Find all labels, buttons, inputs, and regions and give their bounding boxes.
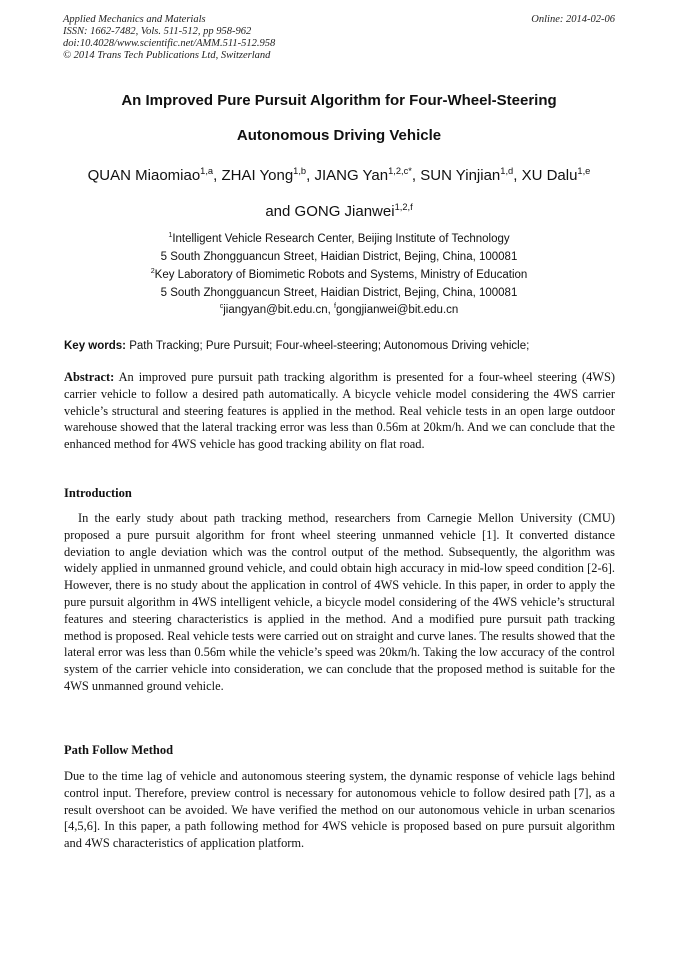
journal-name: Applied Mechanics and Materials — [63, 14, 206, 25]
online-date: Online: 2014-02-06 — [531, 14, 615, 25]
abstract — [64, 369, 615, 453]
affiliation-1-name: $^1$Intelligent Vehicle Research Center, Beijing Institute of Technology — [168, 231, 510, 245]
author-affiliation-mark: 1,2,c* — [388, 166, 412, 176]
author-name: GONG Jianwei — [294, 203, 395, 220]
paper-title-line-1: An Improved Pure Pursuit Algorithm for Four-Wheel-Steering — [121, 92, 557, 109]
author-name: ZHAI Yong — [221, 167, 294, 184]
author-separator: , — [513, 167, 522, 184]
keywords-label: Key words: — [64, 340, 126, 352]
email-f: gongjianwei@bit.edu.cn — [336, 304, 459, 316]
author-list-line-2 — [30, 203, 648, 220]
affiliation-2-name: $^2$Key Laboratory of Biomimetic Robots and Systems, Ministry of Education — [150, 267, 528, 281]
author-list-line-1 — [30, 167, 648, 184]
keywords — [64, 340, 616, 352]
author-conjunction: and — [265, 203, 295, 220]
author-affiliation-mark: 1,a — [200, 166, 214, 176]
author-name: XU Dalu — [521, 167, 578, 184]
author-separator: , — [411, 167, 421, 184]
author-name: JIANG Yan — [314, 167, 389, 184]
introduction-heading: Introduction — [64, 486, 132, 500]
affiliation-2-address: 5 South Zhongguancun Street, Haidian District, Bejing, China, 100081 — [160, 287, 518, 299]
paper-title-line-2: Autonomous Driving Vehicle — [236, 127, 442, 144]
author-name: QUAN Miaomiao — [87, 167, 201, 184]
author-affiliation-mark: 1,d — [500, 166, 514, 176]
author-emails: $^c$jiangyan@bit.edu.cn, $^f$gongjianwei@bit.edu.cn — [219, 302, 459, 316]
author-name: SUN Yinjian — [420, 167, 501, 184]
journal-metadata — [63, 14, 275, 62]
path-follow-heading: Path Follow Method — [64, 743, 174, 757]
copyright-line: © 2014 Trans Tech Publications Ltd, Switzerland — [63, 50, 271, 61]
author-separator: , — [213, 167, 222, 184]
author-separator: , — [306, 167, 315, 184]
abstract-text: An improved pure pursuit path tracking algorithm is presented for a four-wheel steering (4WS) carrier vehicle to follow a desired path automatically. A bicycle vehicle model considering the 4WS carrier vehicle’s structural and steering features is applied in the method. Real vehicle tests in an open large outdoor warehouse showed that the lateral tracking error was less than 0.56m at 20km/h. And we can conclude that the enhanced method for 4WS vehicle has good tracking ability on flat road. — [64, 370, 615, 452]
author-affiliation-mark: 1,e — [577, 166, 591, 176]
abstract-label: Abstract: — [64, 370, 115, 384]
path-follow-paragraph: Due to the time lag of vehicle and autonomous steering system, the dynamic response of vehicle lags behind control input. Therefore, preview control is necessary for autonomous vehicle to follow desired path [7], as a result overshoot can be avoided. We have verified the method on our autonomous vehicle in urban scenarios [4,5,6]. In this paper, a path following method for 4WS vehicle is proposed based on pure pursuit algorithm and 4WS characteristics of application platform. — [64, 769, 615, 851]
author-affiliation-mark: 1,b — [293, 166, 307, 176]
doi-line: doi:10.4028/www.scientific.net/AMM.511-512.958 — [63, 38, 276, 49]
email-c: jiangyan@bit.edu.cn — [223, 304, 328, 316]
affiliation-1-address: 5 South Zhongguancun Street, Haidian District, Bejing, China, 100081 — [160, 251, 518, 263]
author-affiliation-mark: 1,2,f — [394, 202, 413, 212]
issn-line: ISSN: 1662-7482, Vols. 511-512, pp 958-962 — [63, 26, 252, 37]
introduction-paragraph: In the early study about path tracking method, researchers from Carnegie Mellon University (CMU) proposed a pure pursuit algorithm for front wheel steering unmanned vehicle [1]. It converted distance deviation to angle deviation which was the control output of the method. Subsequently, the algorithm was widely applied in unmanned ground vehicle, and could obtain high accuracy in mid-low speed condition [2-6]. However, there is no study about the application in control of 4WS vehicle. In this paper, in order to apply the pure pursuit algorithm in 4WS intelligent vehicle, a bicycle model considering of the 4WS vehicle’s structural features and steering characteristics is applied in the method. And a modified pure pursuit path tracking method is proposed. Real vehicle tests were carried out on straight and curve lanes. The results showed that the lateral error was less than 0.56m while the vehicle’s speed was 20km/h. Taking the low accuracy of the control system of the carrier vehicle into consideration, we can conclude that the proposed method is suitable for the 4WS unmanned ground vehicle. — [64, 511, 615, 693]
keywords-text: Path Tracking; Pure Pursuit; Four-wheel-steering; Autonomous Driving vehicle; — [126, 340, 530, 352]
